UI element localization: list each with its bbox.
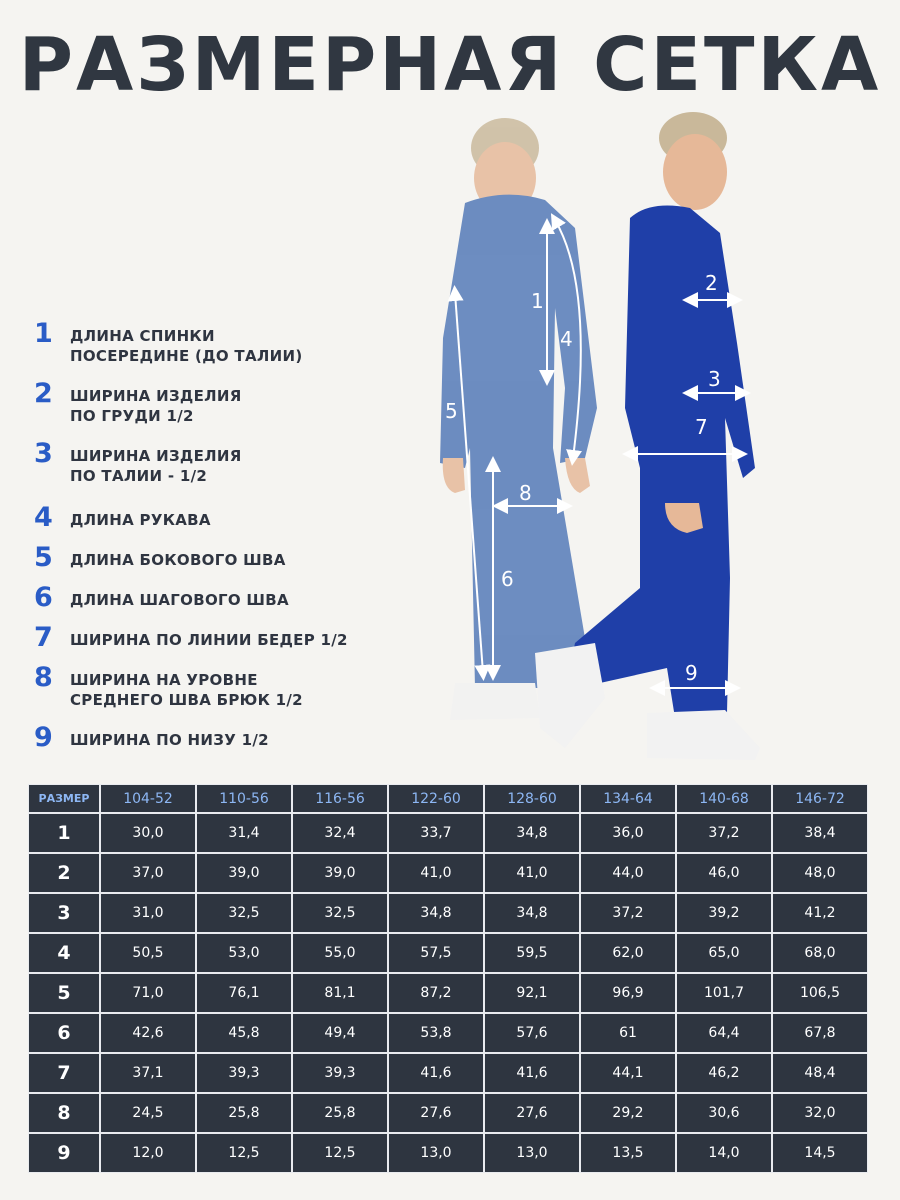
measurement-label: 8 bbox=[519, 481, 532, 505]
table-cell: 33,7 bbox=[388, 813, 484, 853]
table-cell: 12,5 bbox=[292, 1133, 388, 1173]
table-cell: 14,0 bbox=[676, 1133, 772, 1173]
table-cell: 41,6 bbox=[484, 1053, 580, 1093]
table-cell: 30,0 bbox=[100, 813, 196, 853]
table-header-row bbox=[28, 784, 868, 813]
table-cell: 44,0 bbox=[580, 853, 676, 893]
table-cell: 49,4 bbox=[292, 1013, 388, 1053]
table-cell: 55,0 bbox=[292, 933, 388, 973]
table-cell: 41,6 bbox=[388, 1053, 484, 1093]
table-cell: 32,5 bbox=[292, 893, 388, 933]
row-label: 5 bbox=[28, 973, 100, 1013]
measurement-label: 2 bbox=[705, 271, 718, 295]
measurement-label: 1 bbox=[531, 289, 544, 313]
table-cell: 30,6 bbox=[676, 1093, 772, 1133]
legend-label: ШИРИНА ИЗДЕЛИЯ ПО ТАЛИИ - 1/2 bbox=[70, 447, 242, 485]
table-cell: 29,2 bbox=[580, 1093, 676, 1133]
table-cell: 76,1 bbox=[196, 973, 292, 1013]
column-header: 140-68 bbox=[676, 784, 772, 813]
table-row bbox=[28, 933, 868, 973]
table-row bbox=[28, 813, 868, 853]
row-label: 2 bbox=[28, 853, 100, 893]
table-cell: 48,4 bbox=[772, 1053, 868, 1093]
table-cell: 106,5 bbox=[772, 973, 868, 1013]
table-cell: 32,5 bbox=[196, 893, 292, 933]
table-cell: 101,7 bbox=[676, 973, 772, 1013]
row-label: 8 bbox=[28, 1093, 100, 1133]
table-cell: 50,5 bbox=[100, 933, 196, 973]
table-row bbox=[28, 1053, 868, 1093]
table-cell: 38,4 bbox=[772, 813, 868, 853]
legend-number: 9 bbox=[34, 722, 53, 753]
column-header: 134-64 bbox=[580, 784, 676, 813]
table-cell: 87,2 bbox=[388, 973, 484, 1013]
table-cell: 39,0 bbox=[196, 853, 292, 893]
table-cell: 81,1 bbox=[292, 973, 388, 1013]
legend-label: ДЛИНА ШАГОВОГО ШВА bbox=[70, 591, 289, 609]
legend-number: 8 bbox=[34, 662, 53, 693]
table-corner-label: РАЗМЕР bbox=[28, 784, 100, 813]
measurement-label: 7 bbox=[695, 415, 708, 439]
legend-number: 1 bbox=[34, 318, 53, 349]
table-cell: 34,8 bbox=[484, 893, 580, 933]
legend-label: ШИРИНА ПО НИЗУ 1/2 bbox=[70, 731, 269, 749]
table-cell: 46,2 bbox=[676, 1053, 772, 1093]
table-cell: 25,8 bbox=[196, 1093, 292, 1133]
column-header: 116-56 bbox=[292, 784, 388, 813]
table-cell: 13,5 bbox=[580, 1133, 676, 1173]
row-label: 4 bbox=[28, 933, 100, 973]
table-cell: 46,0 bbox=[676, 853, 772, 893]
table-cell: 39,3 bbox=[196, 1053, 292, 1093]
legend-number: 6 bbox=[34, 582, 53, 613]
table-cell: 65,0 bbox=[676, 933, 772, 973]
table-cell: 59,5 bbox=[484, 933, 580, 973]
legend-label: ШИРИНА ИЗДЕЛИЯ ПО ГРУДИ 1/2 bbox=[70, 387, 242, 425]
table-cell: 12,0 bbox=[100, 1133, 196, 1173]
legend-label: ДЛИНА БОКОВОГО ШВА bbox=[70, 551, 286, 569]
table-cell: 41,0 bbox=[484, 853, 580, 893]
table-cell: 31,4 bbox=[196, 813, 292, 853]
table-cell: 37,2 bbox=[676, 813, 772, 853]
table-row bbox=[28, 1013, 868, 1053]
product-photo bbox=[425, 108, 770, 773]
row-label: 1 bbox=[28, 813, 100, 853]
table-cell: 45,8 bbox=[196, 1013, 292, 1053]
table-cell: 41,0 bbox=[388, 853, 484, 893]
table-cell: 64,4 bbox=[676, 1013, 772, 1053]
table-row bbox=[28, 853, 868, 893]
measurement-label: 9 bbox=[685, 661, 698, 685]
legend-number: 5 bbox=[34, 542, 53, 573]
table-cell: 39,0 bbox=[292, 853, 388, 893]
table-row bbox=[28, 893, 868, 933]
column-header: 110-56 bbox=[196, 784, 292, 813]
column-header: 146-72 bbox=[772, 784, 868, 813]
measurement-label: 6 bbox=[501, 567, 514, 591]
table-row bbox=[28, 1133, 868, 1173]
table-cell: 37,2 bbox=[580, 893, 676, 933]
page-title: РАЗМЕРНАЯ СЕТКА bbox=[18, 22, 882, 108]
row-label: 9 bbox=[28, 1133, 100, 1173]
measurement-label: 5 bbox=[445, 399, 458, 423]
table-cell: 53,8 bbox=[388, 1013, 484, 1053]
table-cell: 31,0 bbox=[100, 893, 196, 933]
table-cell: 39,2 bbox=[676, 893, 772, 933]
table-cell: 61 bbox=[580, 1013, 676, 1053]
table-cell: 68,0 bbox=[772, 933, 868, 973]
legend-number: 2 bbox=[34, 378, 53, 409]
table-cell: 44,1 bbox=[580, 1053, 676, 1093]
legend-label: ДЛИНА СПИНКИ ПОСЕРЕДИНЕ (ДО ТАЛИИ) bbox=[70, 327, 303, 365]
table-cell: 12,5 bbox=[196, 1133, 292, 1173]
legend-number: 3 bbox=[34, 438, 53, 469]
size-table bbox=[28, 784, 868, 1173]
table-cell: 42,6 bbox=[100, 1013, 196, 1053]
column-header: 128-60 bbox=[484, 784, 580, 813]
row-label: 3 bbox=[28, 893, 100, 933]
table-cell: 24,5 bbox=[100, 1093, 196, 1133]
legend-label: ШИРИНА ПО ЛИНИИ БЕДЕР 1/2 bbox=[70, 631, 348, 649]
table-cell: 57,6 bbox=[484, 1013, 580, 1053]
table-cell: 34,8 bbox=[388, 893, 484, 933]
table-cell: 92,1 bbox=[484, 973, 580, 1013]
legend-number: 7 bbox=[34, 622, 53, 653]
table-cell: 57,5 bbox=[388, 933, 484, 973]
table-cell: 37,1 bbox=[100, 1053, 196, 1093]
table-cell: 27,6 bbox=[388, 1093, 484, 1133]
legend-label: ДЛИНА РУКАВА bbox=[70, 511, 211, 529]
measurement-label: 4 bbox=[560, 327, 573, 351]
table-row bbox=[28, 973, 868, 1013]
row-label: 6 bbox=[28, 1013, 100, 1053]
table-cell: 14,5 bbox=[772, 1133, 868, 1173]
table-cell: 13,0 bbox=[484, 1133, 580, 1173]
table-cell: 48,0 bbox=[772, 853, 868, 893]
table-cell: 32,0 bbox=[772, 1093, 868, 1133]
table-cell: 37,0 bbox=[100, 853, 196, 893]
row-label: 7 bbox=[28, 1053, 100, 1093]
legend-label: ШИРИНА НА УРОВНЕ СРЕДНЕГО ШВА БРЮК 1/2 bbox=[70, 671, 303, 709]
table-cell: 27,6 bbox=[484, 1093, 580, 1133]
table-cell: 36,0 bbox=[580, 813, 676, 853]
table-cell: 71,0 bbox=[100, 973, 196, 1013]
table-cell: 13,0 bbox=[388, 1133, 484, 1173]
column-header: 122-60 bbox=[388, 784, 484, 813]
table-cell: 32,4 bbox=[292, 813, 388, 853]
table-row bbox=[28, 1093, 868, 1133]
table-cell: 62,0 bbox=[580, 933, 676, 973]
table-cell: 41,2 bbox=[772, 893, 868, 933]
table-cell: 39,3 bbox=[292, 1053, 388, 1093]
table-cell: 53,0 bbox=[196, 933, 292, 973]
column-header: 104-52 bbox=[100, 784, 196, 813]
table-cell: 67,8 bbox=[772, 1013, 868, 1053]
legend-number: 4 bbox=[34, 502, 53, 533]
measurement-label: 3 bbox=[708, 367, 721, 391]
table-cell: 25,8 bbox=[292, 1093, 388, 1133]
table-cell: 96,9 bbox=[580, 973, 676, 1013]
table-cell: 34,8 bbox=[484, 813, 580, 853]
